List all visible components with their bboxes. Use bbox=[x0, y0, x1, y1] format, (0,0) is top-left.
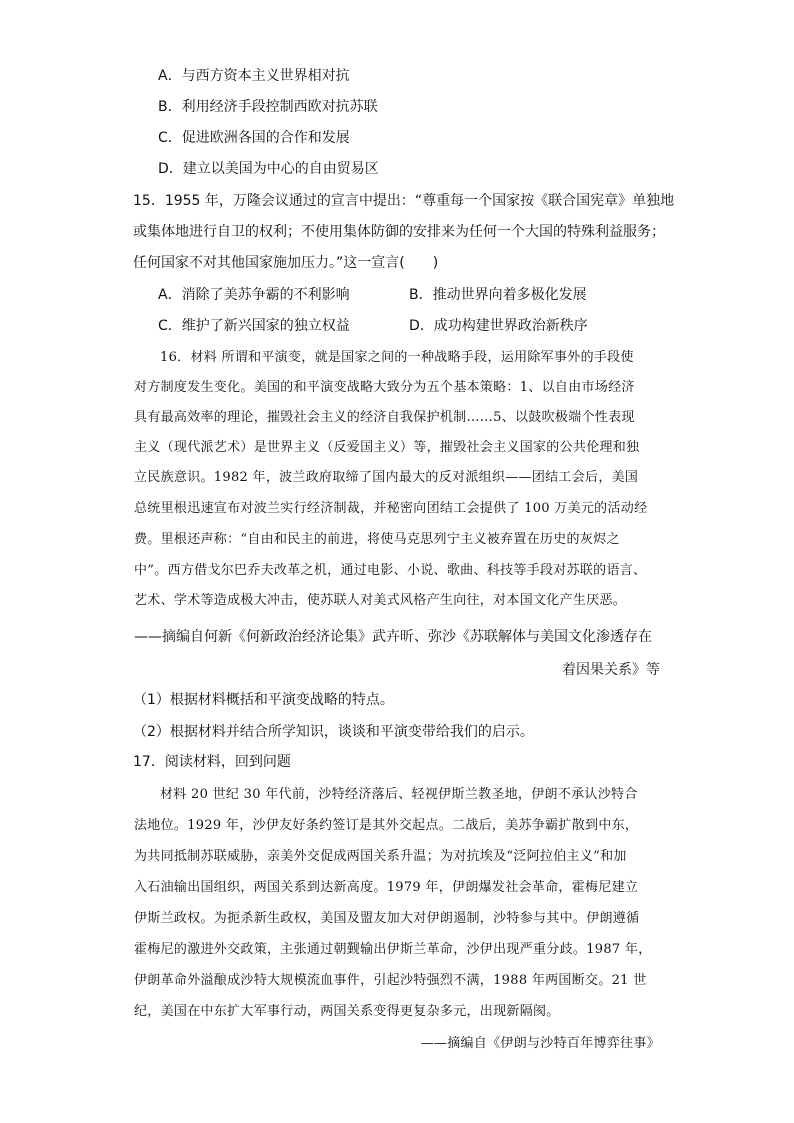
q17-source: ——摘编自《伊朗与沙特百年博弈往事》 bbox=[420, 1036, 660, 1051]
q16-source-line: 着因果关系》等 bbox=[562, 662, 660, 678]
q17-material-line: 法地位。1929 年，沙伊友好条约签订是其外交起点。二战后，美苏争霸扩散到中东， bbox=[134, 818, 639, 833]
q15-option-c: C．维护了新兴国家的独立权益 bbox=[158, 318, 350, 334]
q16-material-line: 艺术、学术等造成极大冲击，使苏联人对美式风格产生向往，对本国文化产生厌恶。 bbox=[134, 593, 627, 608]
q17-material-line: 伊朗革命外溢酿成沙特大规模流血事件，引起沙特强烈不满，1988 年两国断交。21 世 bbox=[134, 973, 647, 988]
q14-option-a: A．与西方资本主义世界相对抗 bbox=[158, 68, 350, 84]
q15-option-d: D．成功构建世界政治新秩序 bbox=[409, 318, 588, 334]
q16-material-line: 具有最高效率的理论，摧毁社会主义的经济自我保护机制……5、以鼓吹极端个性表现 bbox=[134, 410, 635, 425]
q16-material-line: 主义（现代派艺术）是世界主义（反爱国主义）等，摧毁社会主义国家的公共伦理和独 bbox=[134, 440, 640, 455]
q17-material-line: 纪，美国在中东扩大军事行动，两国关系变得更复杂多元，出现新隔阂。 bbox=[134, 1004, 560, 1019]
q15-stem-line: 15．1955 年，万隆会议通过的宣言中提出：“尊重每一个国家按《联合国宪章》单独地 bbox=[133, 193, 675, 209]
q16-subquestion-1: （1）根据材料概括和平演变战略的特点。 bbox=[133, 692, 394, 708]
q15-stem-line: 或集体地进行自卫的权利；不使用集体防御的安排来为任何一个大国的特殊利益服务； bbox=[133, 224, 665, 240]
q16-material-line: 总统里根迅速宣布对波兰实行经济制裁，并秘密向团结工会提供了 100 万美元的活动经 bbox=[134, 501, 648, 516]
q17-material-line: 伊斯兰政权。为扼杀新生政权，美国及盟友加大对伊朗遏制，沙特参与其中。伊朗遵循 bbox=[134, 911, 640, 926]
q17-title: 17．阅读材料，回到问题 bbox=[133, 754, 291, 770]
q16-material-line: 中”。西方借戈尔巴乔夫改革之机，通过电影、小说、歌曲、科技等手段对苏联的语言、 bbox=[134, 563, 647, 578]
q16-material-line: 16．材料 所谓和平演变，就是国家之间的一种战略手段，运用除军事外的手段使 bbox=[160, 350, 634, 365]
q16-material-line: 对方制度发生变化。美国的和平演变战略大致分为五个基本策略：1、以自由市场经济 bbox=[134, 380, 635, 395]
q14-option-d: D．建立以美国为中心的自由贸易区 bbox=[158, 161, 379, 177]
q16-source-line: ——摘编自何新《何新政治经济论集》武卉昕、弥沙《苏联解体与美国文化渗透存在 bbox=[134, 629, 652, 645]
q17-material-line: 霍梅尼的激进外交政策，主张通过朝觐输出伊斯兰革命，沙伊出现严重分歧。1987 年， bbox=[134, 942, 652, 957]
q17-material-line: 入石油输出国组织，两国关系到达新高度。1979 年，伊朗爆发社会革命，霍梅尼建立 bbox=[134, 880, 639, 895]
q16-material-line: 费。里根还声称：“自由和民主的前进，将使马克思列宁主义被弃置在历史的灰烬之 bbox=[134, 532, 620, 547]
q16-subquestion-2: （2）根据材料并结合所学知识，谈谈和平演变带给我们的启示。 bbox=[133, 724, 534, 740]
q17-material-line: 材料 20 世纪 30 年代前，沙特经济落后、轻视伊斯兰教圣地，伊朗不承认沙特合 bbox=[160, 787, 638, 802]
q14-option-b: B．利用经济手段控制西欧对抗苏联 bbox=[158, 99, 378, 115]
q15-option-a: A．消除了美苏争霸的不利影响 bbox=[158, 287, 350, 303]
q15-stem-line: 任何国家不对其他国家施加压力。”这一宣言( ) bbox=[133, 255, 439, 271]
q14-option-c: C．促进欧洲各国的合作和发展 bbox=[158, 130, 350, 146]
q17-material-line: 为共同抵制苏联威胁，亲美外交促成两国关系升温；为对抗埃及“泛阿拉伯主义”和加 bbox=[134, 849, 627, 864]
q16-material-line: 立民族意识。1982 年，波兰政府取缔了国内最大的反对派组织——团结工会后，美国 bbox=[134, 470, 639, 485]
q15-option-b: B．推动世界向着多极化发展 bbox=[409, 287, 587, 303]
